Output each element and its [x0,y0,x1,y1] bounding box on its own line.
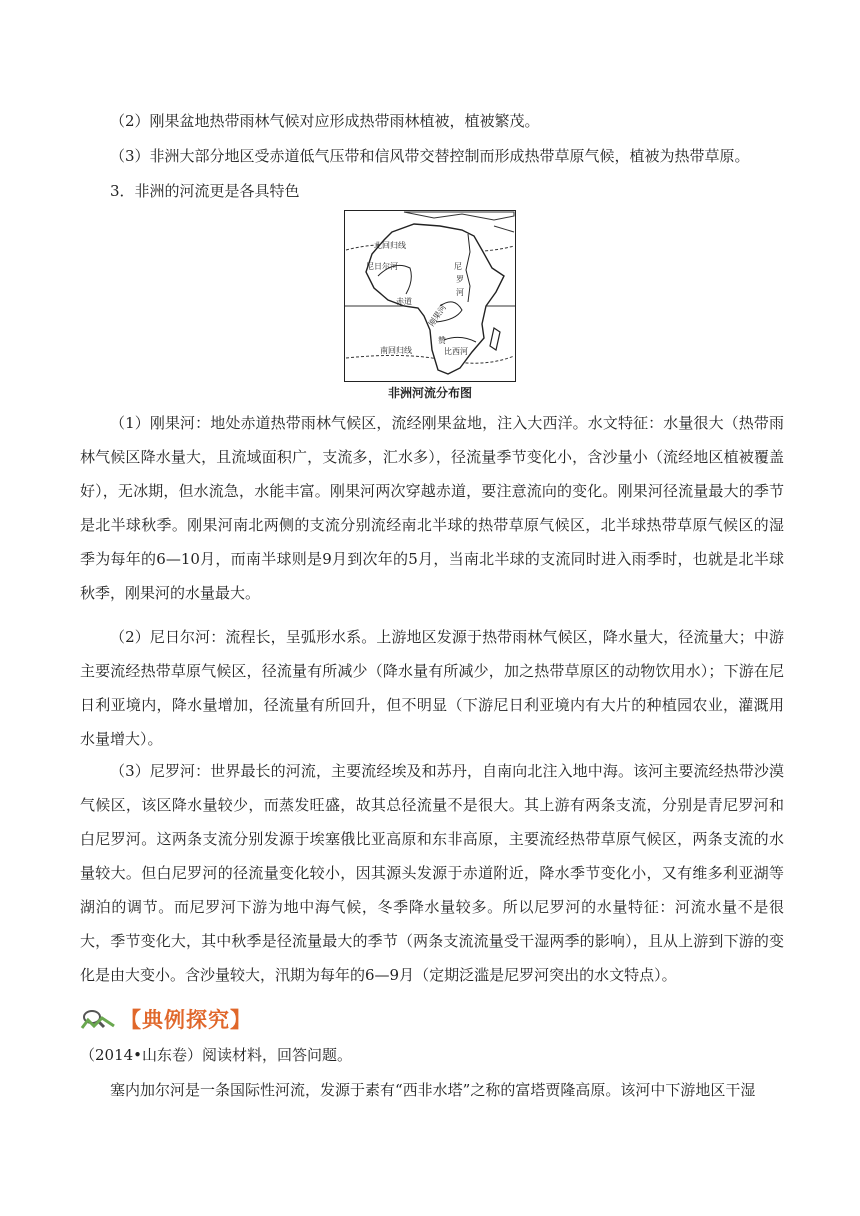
label-congo: 刚果河 [426,303,449,328]
africa-river-map [344,210,516,382]
paragraph-niger: （2）尼日尔河：流程长，呈弧形水系。上游地区发源于热带雨林气候区，降水量大，径流量大；中游主要流经热带草原气候区，径流量有所减少（降水量有所减少，加之热带草原区的动物饮用水）；下游在尼日利亚境内，降水量增加，径流量有所回升，但不明显（下游尼日利亚境内有大片的种植园农业，灌溉用水量增大）。 [80,628,784,748]
label-zambezi-1: 赞 [438,336,446,345]
climate-item-2: （2）刚果盆地热带雨林气候对应形成热带雨林植被，植被繁茂。 [110,112,540,130]
label-niger: 尼日尔河 [366,262,398,271]
example-source: （2014•山东卷）阅读材料，回答问题。 [80,1046,353,1064]
paragraph-congo: （1）刚果河：地处赤道热带雨林气候区，流经刚果盆地，注入大西洋。水文特征：水量很大（热带雨林气候区降水量大，且流域面积广，支流多，汇水多），径流量季节变化小，含沙量小（流经地区植被覆盖好），无冰期，但水流急，水能丰富。刚果河两次穿越赤道，要注意流向的变化。刚果河径流量最大的季节是北半球秋季。刚果河南北两侧的支流分别流经南北半球的热带草原气候区，北半球热带草原气候区的湿季为每年的6—10月，而南半球则是9月到次年的5月，当南北半球的支流同时进入雨季时，也就是北半球秋季，刚果河的水量最大。 [80,414,784,602]
label-equator: 赤道 [396,297,412,306]
magnifier-icon [80,1006,116,1032]
example-section-title: 【典例探究】 [120,1008,252,1032]
example-section-header [80,1004,252,1034]
label-nile-3: 河 [456,288,464,297]
label-nile-1: 尼 [454,262,462,271]
paragraph-nile: （3）尼罗河：世界最长的河流，主要流经埃及和苏丹，自南向北注入地中海。该河主要流经热带沙漠气候区，该区降水量较少，而蒸发旺盛，故其总径流量不是很大。其上游有两条支流，分别是青尼罗河和白尼罗河。这两条支流分别发源于埃塞俄比亚高原和东非高原，主要流经热带草原气候区，两条支流的水量较大。但白尼罗河的径流量变化较小，因其源头发源于赤道附近，降水季节变化小，又有维多利亚湖等湖泊的调节。而尼罗河下游为地中海气候，冬季降水量较多。所以尼罗河的水量特征：河流水量不是很大，季节变化大，其中秋季是径流量最大的季节（两条支流流量受干湿两季的影响），且从上游到下游的变化是由大变小。含沙量较大，汛期为每年的6—9月（定期泛滥是尼罗河突出的水文特点）。 [80,762,784,984]
africa-map-figure [344,210,516,382]
map-caption: 非洲河流分布图 [387,386,472,400]
label-tropic-north: 北回归线 [374,241,406,250]
label-zambezi-2: 比西河 [444,347,468,356]
climate-item-3: （3）非洲大部分地区受赤道低气压带和信风带交替控制而形成热带草原气候，植被为热带草原。 [110,147,750,165]
label-tropic-south: 南回归线 [380,346,412,355]
example-text: 塞内加尔河是一条国际性河流，发源于素有“西非水塔”之称的富塔贾隆高原。该河中下游地区干湿 [110,1081,756,1099]
label-nile-2: 罗 [456,275,464,284]
section-heading-rivers: 3．非洲的河流更是各具特色 [110,182,300,200]
